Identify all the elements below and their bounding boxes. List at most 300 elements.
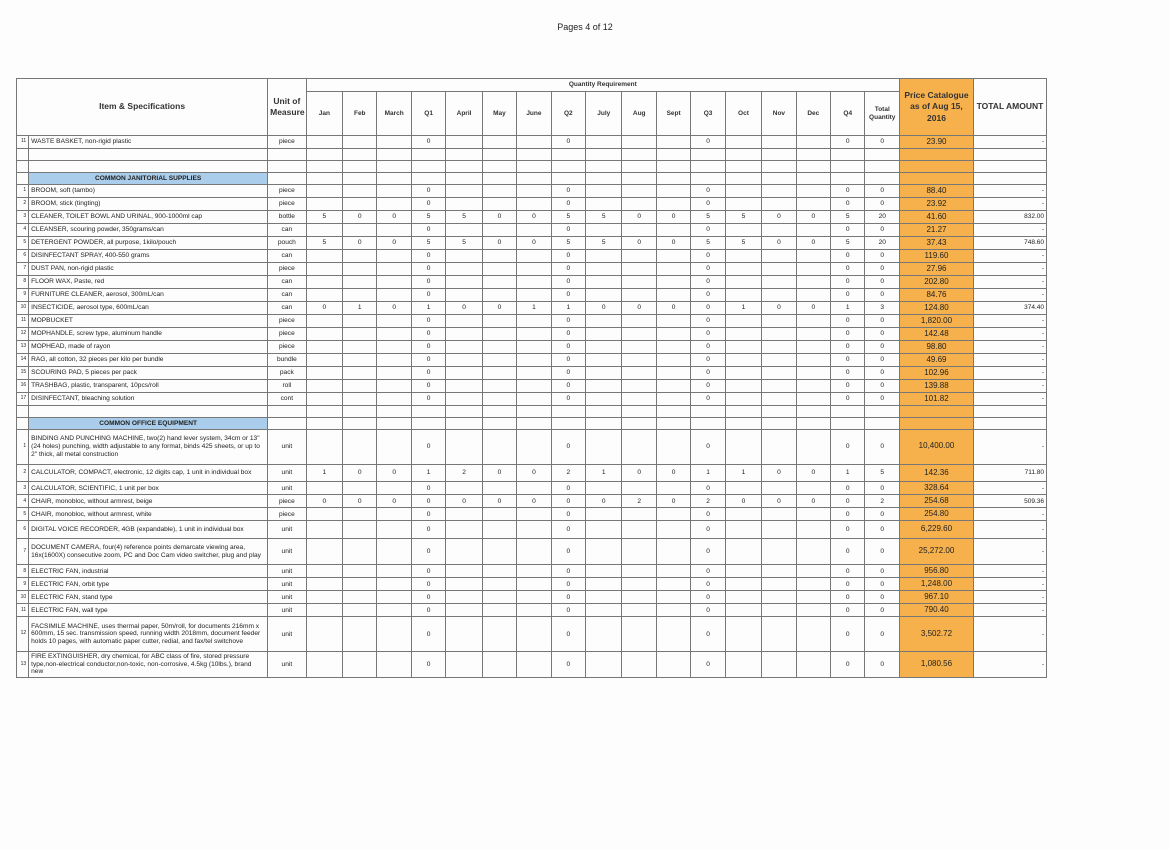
qty-cell: [482, 539, 516, 565]
qty-cell: [343, 430, 377, 465]
qty-cell: 2: [551, 464, 585, 482]
amount-cell: -: [973, 341, 1046, 354]
amount-cell: -: [973, 482, 1046, 495]
empty-cell: [411, 173, 445, 185]
qty-cell: [586, 354, 622, 367]
empty-cell: [17, 161, 29, 173]
qty-cell: [725, 482, 761, 495]
item-number: 13: [17, 651, 29, 677]
price-cell: 254.80: [900, 508, 974, 521]
qty-cell: [377, 578, 411, 591]
empty-cell: [517, 418, 551, 430]
qty-cell: 0: [411, 136, 445, 149]
qty-cell: 0: [586, 495, 622, 508]
item-description: ELECTRIC FAN, industrial: [29, 565, 268, 578]
qty-cell: [762, 185, 796, 198]
empty-cell: [446, 173, 482, 185]
qty-cell: [725, 393, 761, 406]
qty-cell: 0: [691, 289, 725, 302]
qty-cell: 0: [411, 276, 445, 289]
qty-cell: [622, 341, 656, 354]
header-month-q2: Q2: [551, 92, 585, 136]
qty-cell: [762, 430, 796, 465]
qty-cell: 0: [691, 224, 725, 237]
table-row: [17, 237, 1047, 250]
amount-cell: 509.36: [973, 495, 1046, 508]
qty-cell: 5: [446, 237, 482, 250]
qty-cell: 0: [691, 578, 725, 591]
item-unit: can: [268, 276, 306, 289]
empty-cell: [973, 149, 1046, 161]
table-row: [17, 495, 1047, 508]
qty-cell: [586, 315, 622, 328]
qty-cell: [343, 651, 377, 677]
qty-cell: 0: [377, 211, 411, 224]
item-description: DISINFECTANT, bleaching solution: [29, 393, 268, 406]
qty-cell: [377, 367, 411, 380]
qty-cell: 0: [691, 604, 725, 617]
qty-cell: [725, 508, 761, 521]
qty-cell: 0: [691, 276, 725, 289]
qty-cell: [446, 430, 482, 465]
amount-cell: 748.60: [973, 237, 1046, 250]
qty-cell: [622, 617, 656, 652]
qty-cell: [586, 367, 622, 380]
item-description: MOPHANDLE, screw type, aluminum handle: [29, 328, 268, 341]
qty-cell: 0: [306, 302, 342, 315]
item-unit: unit: [268, 565, 306, 578]
qty-cell: [306, 328, 342, 341]
empty-cell: [865, 173, 900, 185]
price-cell: 41.60: [900, 211, 974, 224]
qty-cell: 0: [831, 565, 865, 578]
item-description: TRASHBAG, plastic, transparent, 10pcs/roll: [29, 380, 268, 393]
qty-cell: 0: [796, 302, 830, 315]
qty-cell: [656, 604, 690, 617]
qty-cell: [622, 380, 656, 393]
item-description: BROOM, soft (tambo): [29, 185, 268, 198]
empty-cell: [831, 149, 865, 161]
qty-cell: [377, 198, 411, 211]
qty-cell: [306, 250, 342, 263]
item-number: 16: [17, 380, 29, 393]
qty-cell: [306, 430, 342, 465]
qty-cell: 0: [691, 354, 725, 367]
item-description: DIGITAL VOICE RECORDER, 4GB (expandable), 1 unit in individual box: [29, 521, 268, 539]
qty-cell: 0: [831, 367, 865, 380]
item-description: DUST PAN, non-rigid plastic: [29, 263, 268, 276]
qty-cell: [517, 430, 551, 465]
item-number: 5: [17, 237, 29, 250]
blank-row: [17, 406, 1047, 418]
qty-cell: [446, 198, 482, 211]
empty-cell: [482, 173, 516, 185]
qty-cell: [656, 393, 690, 406]
qty-cell: [656, 276, 690, 289]
item-unit: piece: [268, 185, 306, 198]
qty-cell: [377, 289, 411, 302]
header-month-q3: Q3: [691, 92, 725, 136]
header-month-sept: Sept: [656, 92, 690, 136]
qty-cell: [796, 521, 830, 539]
qty-cell: [622, 521, 656, 539]
qty-cell: 0: [551, 380, 585, 393]
amount-cell: -: [973, 539, 1046, 565]
qty-cell: [586, 380, 622, 393]
qty-cell: [586, 430, 622, 465]
qty-cell: [796, 198, 830, 211]
item-unit: piece: [268, 508, 306, 521]
qty-cell: [762, 393, 796, 406]
qty-cell: 0: [551, 328, 585, 341]
qty-cell: 0: [691, 198, 725, 211]
qty-cell: [725, 263, 761, 276]
empty-cell: [343, 173, 377, 185]
item-description: CHAIR, monobloc, without armrest, white: [29, 508, 268, 521]
price-cell: 1,820.00: [900, 315, 974, 328]
item-number: 3: [17, 482, 29, 495]
qty-cell: [796, 328, 830, 341]
qty-cell: 0: [691, 136, 725, 149]
qty-cell: [306, 651, 342, 677]
empty-cell: [973, 418, 1046, 430]
item-description: RAG, all cotton, 32 pieces per kilo per bundle: [29, 354, 268, 367]
empty-cell: [691, 173, 725, 185]
qty-cell: 1: [586, 464, 622, 482]
qty-cell: 0: [411, 578, 445, 591]
qty-cell: [656, 430, 690, 465]
qty-cell: 0: [343, 211, 377, 224]
empty-cell: [551, 161, 585, 173]
qty-cell: [656, 185, 690, 198]
item-description: DISINFECTANT SPRAY, 400-550 grams: [29, 250, 268, 263]
table-row: [17, 482, 1047, 495]
empty-cell: [306, 149, 342, 161]
item-unit: unit: [268, 521, 306, 539]
qty-cell: 0: [762, 302, 796, 315]
total-quantity-cell: 0: [865, 578, 900, 591]
qty-cell: 0: [656, 211, 690, 224]
qty-cell: [446, 328, 482, 341]
qty-cell: [482, 367, 516, 380]
qty-cell: [586, 393, 622, 406]
qty-cell: [762, 289, 796, 302]
qty-cell: 0: [411, 393, 445, 406]
qty-cell: [343, 224, 377, 237]
qty-cell: [762, 315, 796, 328]
qty-cell: 1: [306, 464, 342, 482]
empty-cell: [377, 406, 411, 418]
qty-cell: 0: [691, 591, 725, 604]
item-description: ELECTRIC FAN, orbit type: [29, 578, 268, 591]
qty-cell: [762, 367, 796, 380]
table-row: [17, 328, 1047, 341]
section-spacer: [17, 173, 29, 185]
total-quantity-cell: 0: [865, 136, 900, 149]
amount-cell: -: [973, 430, 1046, 465]
qty-cell: [586, 539, 622, 565]
qty-cell: [796, 263, 830, 276]
qty-cell: 0: [411, 198, 445, 211]
qty-cell: [482, 198, 516, 211]
qty-cell: [656, 289, 690, 302]
amount-cell: -: [973, 565, 1046, 578]
qty-cell: [725, 224, 761, 237]
section-title: COMMON JANITORIAL SUPPLIES: [29, 173, 268, 185]
empty-cell: [622, 406, 656, 418]
item-number: 4: [17, 495, 29, 508]
qty-cell: [656, 539, 690, 565]
qty-cell: [482, 354, 516, 367]
qty-cell: 0: [831, 289, 865, 302]
qty-cell: [377, 565, 411, 578]
qty-cell: 0: [656, 464, 690, 482]
qty-cell: 0: [343, 237, 377, 250]
qty-cell: 0: [831, 328, 865, 341]
empty-cell: [306, 173, 342, 185]
header-month-dec: Dec: [796, 92, 830, 136]
qty-cell: [725, 198, 761, 211]
qty-cell: [343, 185, 377, 198]
qty-cell: [517, 380, 551, 393]
amount-cell: 832.00: [973, 211, 1046, 224]
qty-cell: [343, 367, 377, 380]
qty-cell: 0: [691, 341, 725, 354]
qty-cell: 0: [622, 237, 656, 250]
empty-cell: [865, 406, 900, 418]
qty-cell: [377, 617, 411, 652]
qty-cell: 0: [411, 224, 445, 237]
qty-cell: [343, 380, 377, 393]
qty-cell: [586, 328, 622, 341]
qty-cell: 0: [691, 482, 725, 495]
qty-cell: 0: [551, 495, 585, 508]
empty-cell: [656, 161, 690, 173]
qty-cell: [622, 289, 656, 302]
qty-cell: 0: [831, 393, 865, 406]
qty-cell: 0: [762, 464, 796, 482]
qty-cell: [377, 354, 411, 367]
amount-cell: -: [973, 617, 1046, 652]
qty-cell: [656, 136, 690, 149]
item-unit: piece: [268, 315, 306, 328]
qty-cell: 0: [411, 430, 445, 465]
empty-cell: [268, 149, 306, 161]
table-row: [17, 198, 1047, 211]
header-month-april: April: [446, 92, 482, 136]
qty-cell: 0: [377, 495, 411, 508]
header-month-aug: Aug: [622, 92, 656, 136]
table-row: [17, 224, 1047, 237]
qty-cell: [656, 354, 690, 367]
item-unit: can: [268, 289, 306, 302]
qty-cell: [446, 289, 482, 302]
qty-cell: [586, 604, 622, 617]
empty-cell: [268, 406, 306, 418]
qty-cell: 0: [691, 367, 725, 380]
empty-cell: [691, 149, 725, 161]
qty-cell: 0: [831, 341, 865, 354]
table-row: [17, 578, 1047, 591]
item-number: 11: [17, 136, 29, 149]
header-month-q4: Q4: [831, 92, 865, 136]
item-description: FURNITURE CLEANER, aerosol, 300mL/can: [29, 289, 268, 302]
qty-cell: 0: [411, 289, 445, 302]
header-month-q1: Q1: [411, 92, 445, 136]
qty-cell: 0: [691, 393, 725, 406]
qty-cell: 0: [796, 464, 830, 482]
qty-cell: 0: [831, 250, 865, 263]
table-row: [17, 393, 1047, 406]
total-quantity-cell: 0: [865, 185, 900, 198]
requirements-sheet: [16, 78, 1047, 678]
qty-cell: 0: [831, 276, 865, 289]
qty-cell: [762, 604, 796, 617]
qty-cell: [343, 263, 377, 276]
item-unit: can: [268, 302, 306, 315]
total-quantity-cell: 2: [865, 495, 900, 508]
item-unit: piece: [268, 263, 306, 276]
qty-cell: 0: [411, 380, 445, 393]
qty-cell: [446, 136, 482, 149]
price-cell: 25,272.00: [900, 539, 974, 565]
qty-cell: 2: [622, 495, 656, 508]
empty-cell: [343, 406, 377, 418]
qty-cell: [725, 651, 761, 677]
qty-cell: [725, 539, 761, 565]
empty-cell: [622, 161, 656, 173]
qty-cell: [517, 315, 551, 328]
qty-cell: 0: [691, 565, 725, 578]
qty-cell: [586, 224, 622, 237]
qty-cell: 5: [551, 211, 585, 224]
qty-cell: 0: [551, 250, 585, 263]
qty-cell: 5: [831, 211, 865, 224]
qty-cell: 5: [691, 211, 725, 224]
qty-cell: 0: [691, 521, 725, 539]
qty-cell: 1: [411, 302, 445, 315]
qty-cell: 0: [551, 263, 585, 276]
item-number: 6: [17, 250, 29, 263]
qty-cell: [343, 136, 377, 149]
table-row: [17, 354, 1047, 367]
qty-cell: [377, 539, 411, 565]
empty-cell: [586, 406, 622, 418]
qty-cell: [377, 250, 411, 263]
qty-cell: [725, 367, 761, 380]
qty-cell: [656, 263, 690, 276]
empty-cell: [517, 149, 551, 161]
table-row: [17, 136, 1047, 149]
qty-cell: 0: [343, 464, 377, 482]
empty-cell: [831, 406, 865, 418]
qty-cell: [656, 508, 690, 521]
qty-cell: 0: [551, 341, 585, 354]
item-number: 11: [17, 604, 29, 617]
item-unit: unit: [268, 539, 306, 565]
header-unit-of-measure: Unit of Measure: [268, 79, 306, 136]
price-cell: 254.68: [900, 495, 974, 508]
price-cell: 202.80: [900, 276, 974, 289]
price-cell: 10,400.00: [900, 430, 974, 465]
qty-cell: 0: [446, 495, 482, 508]
qty-cell: 1: [691, 464, 725, 482]
qty-cell: [446, 578, 482, 591]
qty-cell: [446, 315, 482, 328]
item-unit: unit: [268, 482, 306, 495]
qty-cell: [306, 289, 342, 302]
qty-cell: 0: [551, 367, 585, 380]
qty-cell: 0: [796, 237, 830, 250]
amount-cell: -: [973, 354, 1046, 367]
item-unit: unit: [268, 578, 306, 591]
qty-cell: [517, 604, 551, 617]
item-number: 11: [17, 315, 29, 328]
qty-cell: [343, 250, 377, 263]
empty-cell: [725, 161, 761, 173]
item-description: CALCULATOR, COMPACT, electronic, 12 digits cap, 1 unit in individual box: [29, 464, 268, 482]
section-title: COMMON OFFICE EQUIPMENT: [29, 418, 268, 430]
item-number: 7: [17, 263, 29, 276]
qty-cell: [446, 250, 482, 263]
section-row: [17, 418, 1047, 430]
qty-cell: 0: [725, 495, 761, 508]
total-quantity-cell: 20: [865, 237, 900, 250]
qty-cell: [725, 521, 761, 539]
qty-cell: [796, 367, 830, 380]
qty-cell: [377, 521, 411, 539]
qty-cell: 0: [831, 354, 865, 367]
empty-cell: [517, 173, 551, 185]
qty-cell: 0: [482, 495, 516, 508]
item-description: CLEANER, TOILET BOWL AND URINAL, 900-1000ml cap: [29, 211, 268, 224]
qty-cell: 1: [725, 464, 761, 482]
price-cell: 6,229.60: [900, 521, 974, 539]
empty-cell: [762, 161, 796, 173]
qty-cell: [622, 508, 656, 521]
total-quantity-cell: 0: [865, 482, 900, 495]
qty-cell: [482, 565, 516, 578]
qty-cell: 0: [831, 617, 865, 652]
item-unit: unit: [268, 591, 306, 604]
qty-cell: 0: [551, 482, 585, 495]
table-row: [17, 211, 1047, 224]
qty-cell: 0: [691, 430, 725, 465]
qty-cell: [762, 565, 796, 578]
empty-cell: [377, 149, 411, 161]
empty-cell: [973, 406, 1046, 418]
qty-cell: 0: [691, 250, 725, 263]
qty-cell: [796, 651, 830, 677]
qty-cell: [343, 328, 377, 341]
empty-cell: [551, 418, 585, 430]
qty-cell: 5: [446, 211, 482, 224]
qty-cell: 0: [411, 367, 445, 380]
total-quantity-cell: 0: [865, 276, 900, 289]
qty-cell: [725, 315, 761, 328]
qty-cell: 5: [831, 237, 865, 250]
table-row: [17, 508, 1047, 521]
qty-cell: 0: [691, 328, 725, 341]
price-cell: 142.48: [900, 328, 974, 341]
total-quantity-cell: 0: [865, 521, 900, 539]
qty-cell: 0: [762, 237, 796, 250]
qty-cell: 0: [411, 328, 445, 341]
empty-cell: [656, 173, 690, 185]
empty-cell: [865, 149, 900, 161]
qty-cell: 0: [586, 302, 622, 315]
qty-cell: [377, 276, 411, 289]
